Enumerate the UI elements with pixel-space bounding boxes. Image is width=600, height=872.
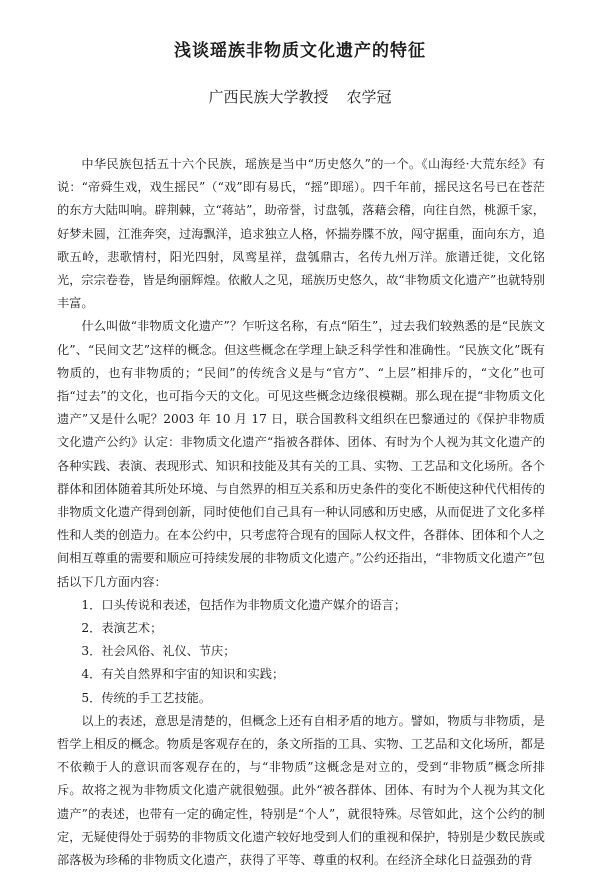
paragraph: 以上的表述，意思是清楚的，但概念上还有自相矛盾的地方。譬如，物质与非物质，是哲学上相反的概念。物质是客观存在的，条文所指的工具、实物、工艺品和文化场所，都是不依赖于人的意识而客观存在的，与“非物质”这概念是对立的，受到“非物质”概念所排斥。故将之视为非物质文化遗产就很勉强。此外“被各群体、团体、有时为个人视为其文化遗产”的表述，也带有一定的确定性，特别是“个人”，就很特殊。尽管如此，这个公约的制定，无疑使得处于弱势的非物质文化遗产较好地受到人们的重视和保护，特别是少数民族或部落极为珍稀的非物质文化遗产，获得了平等、尊重的权利。在经济全球化日益强劲的背 [57,713,545,868]
article-body [57,153,545,872]
list-item: 3．社会风俗、礼仪、节庆； [81,644,236,659]
paragraph: 中华民族包括五十六个民族，瑶族是当中“历史悠久”的一个。《山海经·大荒东经》有说：“帝舜生戏，戏生摇民”（“戏”即有易氏，“摇”即瑶）。四千年前，摇民这名号已在苍茫的东方大陆叫响。辟荆棘，立“蒋站”，助帝誉，讨盘瓠，落藉会稽，向往自然，桃源千家，好梦未圆，江淮奔突，过海飘洋，追求独立人格，怀揣券牒不放，闯守据重，面向东方，追歌五岭，悲歌情村，阳光四射，凤鸾星祥，盘瓠鼎古，名传九州万洋。旅谱迁徙，文化铭光，宗宗卷卷，皆是绚丽辉煌。依敝人之见，瑶族历史悠久，故“非物质文化遗产”也就特别丰富。 [57,157,545,311]
list-item: 4．有关自然界和宇宙的知识和实践； [81,667,285,682]
list-item: 1．口头传说和表述，包括作为非物质文化遗产媒介的语言； [81,597,407,612]
paragraph: 什么叫做“非物质文化遗产”？乍听这名称，有点“陌生”，过去我们较熟悉的是“民族文化”、“民间文艺”这样的概念。但这些概念在学理上缺乏科学性和准确性。“民族文化”既有物质的，也有非物质的；“民间”的传统含义是与“官方”、“上层”相排斥的，“文化”也可指“过去”的文化，也可指今天的文化。可见这些概念边缘很模糊。那么现在提“非物质文化遗产”又是什么呢？2003 年 10 月 17 日，联合国教科文组织在巴黎通过的《保护非物质文化遗产公约》认定：非物质文化遗产“指被各群体、团体、有时为个人视为其文化遗产的各种实践、表演、表现形式、知识和技能及其有关的工具、实物、工艺品和文化场所。各个群体和团体随着其所处环境、与自然界的相互关系和历史条件的变化不断使这种代代相传的非物质文化遗产得到创新，同时使他们自己具有一种认同感和历史感，从而促进了文化多样性和人类的创造力。在本公约中，只考虑符合现有的国际人权文件，各群体、团体和个人之间相互尊重的需要和顺应可持续发展的非物质文化遗产。”公约还指出，“非物质文化遗产”包括以下几方面内容： [57,319,545,589]
author-name: 农学冠 [346,88,392,106]
author-affiliation: 广西民族大学教授 [208,88,329,106]
page-title: 浅谈瑶族非物质文化遗产的特征 [174,41,426,61]
list-item: 5．传统的手工艺技能。 [81,690,212,705]
author-line [0,86,600,107]
list-item: 2．表演艺术； [81,621,163,636]
